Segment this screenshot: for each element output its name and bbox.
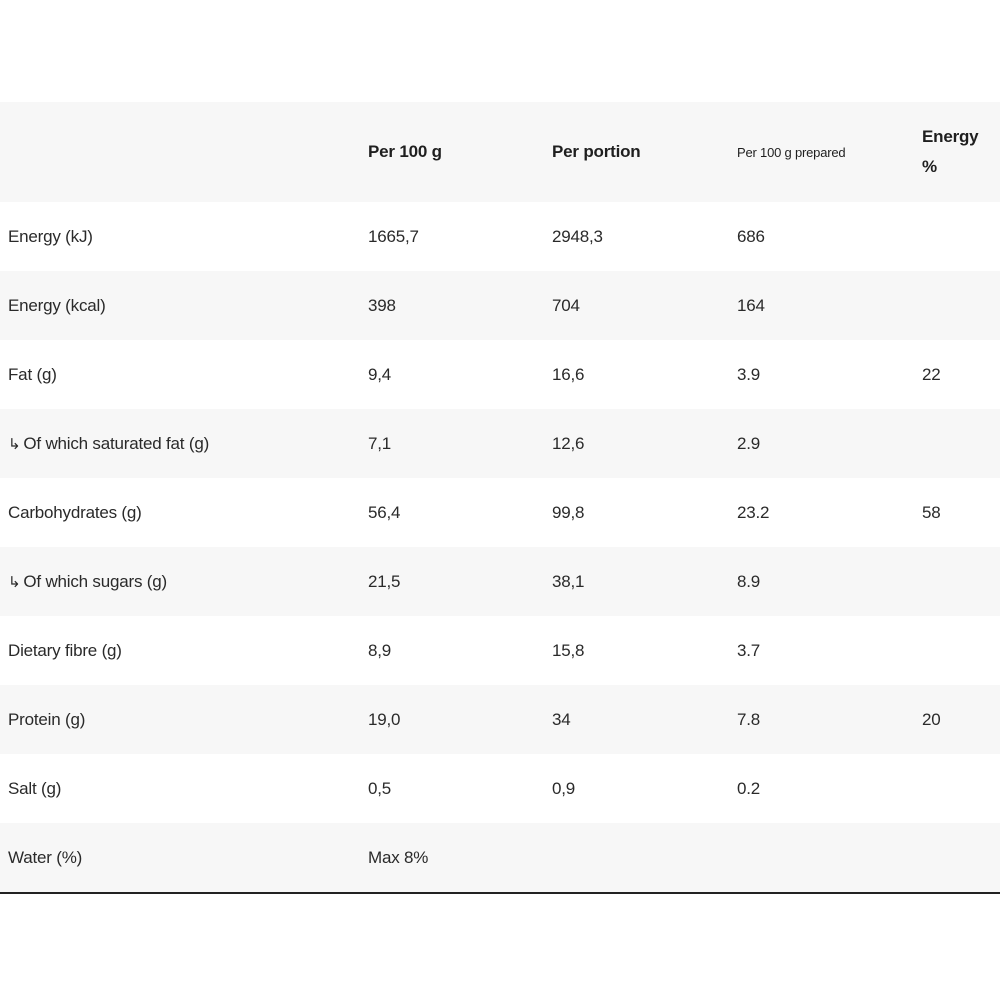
nutrition-table	[0, 102, 1000, 894]
energy-percent-value: 22	[922, 364, 941, 384]
per-100g-prepared-value: 8.9	[737, 571, 761, 591]
per-100g-value: Max 8%	[368, 847, 429, 867]
per-100g-value: 19,0	[368, 709, 401, 729]
table-row	[0, 478, 1000, 547]
per-portion-value: 16,6	[552, 364, 585, 384]
per-100g-prepared-value: 7.8	[737, 709, 761, 729]
header-energy-percent: Energy %	[922, 127, 979, 176]
nutrient-label: Salt (g)	[8, 778, 62, 798]
table-row	[0, 271, 1000, 340]
nutrient-label: Protein (g)	[8, 709, 86, 729]
nutrient-label: Of which sugars (g)	[23, 571, 167, 591]
header-per-100g: Per 100 g	[368, 142, 442, 161]
per-100g-value: 21,5	[368, 571, 401, 591]
per-100g-prepared-value: 686	[737, 226, 765, 246]
nutrient-label: Water (%)	[8, 847, 83, 867]
per-100g-value: 1665,7	[368, 226, 419, 246]
per-100g-prepared-value: 23.2	[737, 502, 770, 522]
per-100g-value: 8,9	[368, 640, 392, 660]
table-row	[0, 685, 1000, 754]
sub-arrow-icon: ↳	[8, 573, 21, 591]
per-portion-value: 34	[552, 709, 571, 729]
per-portion-value: 704	[552, 295, 580, 315]
sub-arrow-icon: ↳	[8, 435, 21, 453]
per-100g-prepared-value: 0.2	[737, 778, 761, 798]
per-portion-value: 38,1	[552, 571, 585, 591]
nutrient-label-sub	[8, 409, 209, 478]
per-portion-value: 2948,3	[552, 226, 603, 246]
nutrient-label: Dietary fibre (g)	[8, 640, 122, 660]
table-row	[0, 340, 1000, 409]
table-header-row	[0, 102, 1000, 202]
per-100g-value: 0,5	[368, 778, 392, 798]
nutrient-label: Energy (kJ)	[8, 226, 93, 246]
nutrient-label: Fat (g)	[8, 364, 57, 384]
per-portion-value: 12,6	[552, 433, 585, 453]
nutrient-label-sub	[8, 547, 167, 616]
table-row	[0, 823, 1000, 892]
table-row	[0, 409, 1000, 478]
header-per-100g-prepared: Per 100 g prepared	[737, 144, 846, 160]
per-portion-value: 99,8	[552, 502, 585, 522]
table-row	[0, 202, 1000, 271]
per-100g-value: 9,4	[368, 364, 392, 384]
table-row	[0, 616, 1000, 685]
per-portion-value: 0,9	[552, 778, 576, 798]
per-100g-value: 56,4	[368, 502, 401, 522]
nutrient-label: Energy (kcal)	[8, 295, 106, 315]
nutrient-label: Of which saturated fat (g)	[23, 433, 210, 453]
header-per-portion: Per portion	[552, 142, 641, 161]
per-100g-prepared-value: 2.9	[737, 433, 761, 453]
per-100g-prepared-value: 3.7	[737, 640, 761, 660]
table-row	[0, 754, 1000, 823]
table-row	[0, 547, 1000, 616]
nutrient-label: Carbohydrates (g)	[8, 502, 142, 522]
per-100g-prepared-value: 3.9	[737, 364, 761, 384]
per-portion-value: 15,8	[552, 640, 585, 660]
energy-percent-value: 20	[922, 709, 941, 729]
per-100g-value: 7,1	[368, 433, 392, 453]
per-100g-prepared-value: 164	[737, 295, 765, 315]
energy-percent-value: 58	[922, 502, 941, 522]
per-100g-value: 398	[368, 295, 396, 315]
